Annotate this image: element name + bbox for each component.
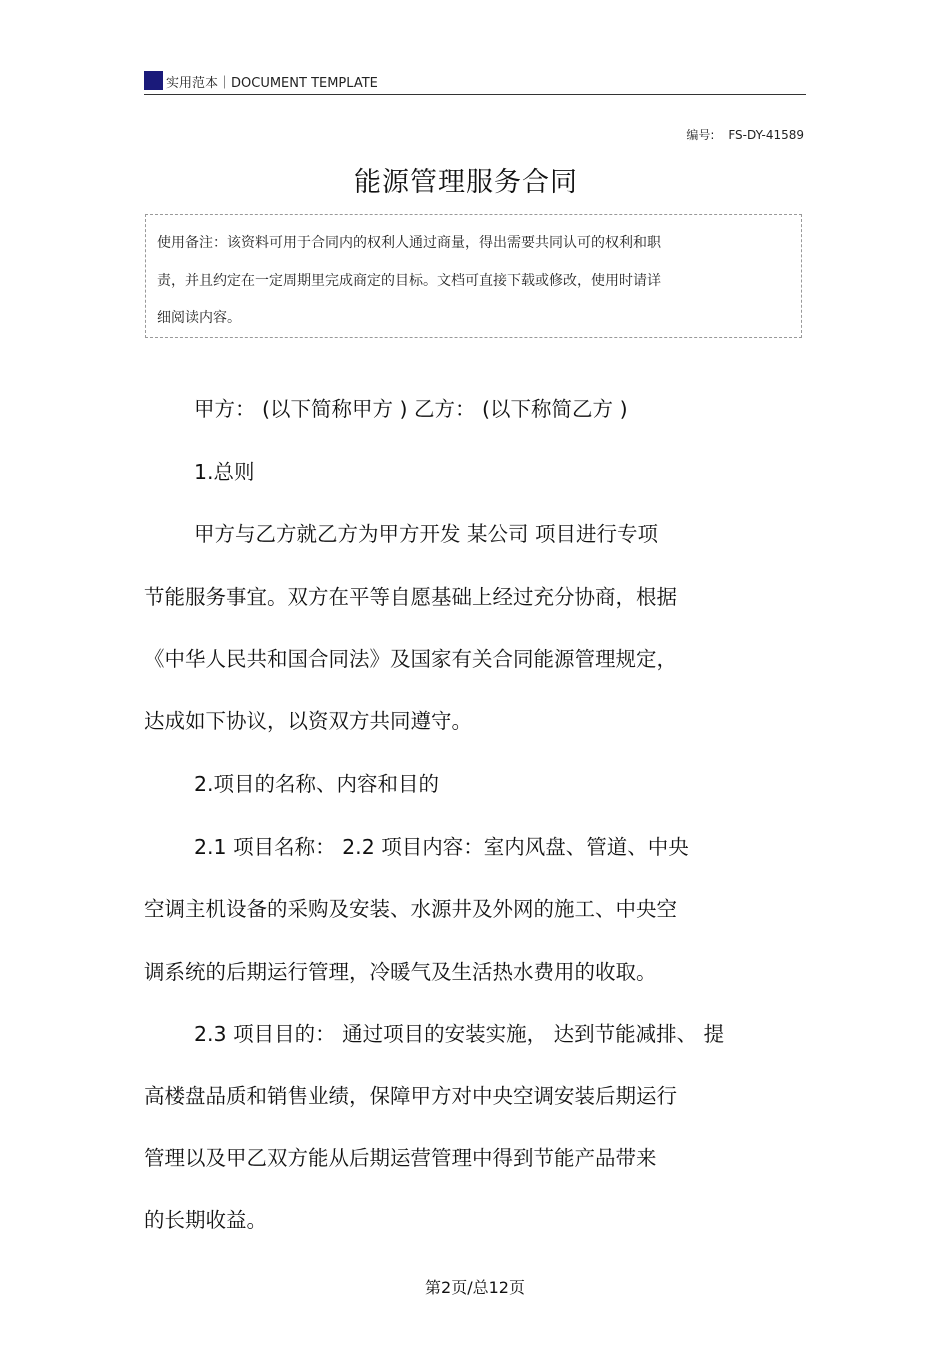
- note-line: 细阅读内容。: [157, 310, 241, 326]
- body-paragraph-line: 2.1 项目名称： 2.2 项目内容：室内风盘、管道、中央: [194, 835, 689, 859]
- document-number-label: 编号:: [686, 128, 715, 142]
- header-text: 实用范本｜DOCUMENT TEMPLATE: [166, 76, 378, 91]
- note-line: 责，并且约定在一定周期里完成商定的目标。文档可直接下载或修改，使用时请详: [157, 273, 661, 289]
- logo-square-icon: [144, 71, 163, 90]
- section-heading: 1.总则: [194, 460, 255, 484]
- document-number-value: FS-DY-41589: [728, 128, 804, 142]
- document-number: [686, 126, 804, 143]
- party-line: 甲方： (以下简称甲方 ) 乙方： (以下称简乙方 ): [194, 397, 628, 421]
- body-paragraph-line: 空调主机设备的采购及安装、水源井及外网的施工、中央空: [144, 897, 677, 921]
- body-paragraph-line: 调系统的后期运行管理，冷暖气及生活热水费用的收取。: [144, 960, 657, 984]
- body-paragraph-line: 节能服务事宜。双方在平等自愿基础上经过充分协商，根据: [144, 585, 677, 609]
- document-title: 能源管理服务合同: [354, 167, 578, 198]
- body-paragraph-line: 的长期收益。: [144, 1208, 267, 1232]
- body-paragraph-line: 管理以及甲乙双方能从后期运营管理中得到节能产品带来: [144, 1146, 657, 1170]
- usage-note-box: [145, 214, 802, 338]
- section-heading: 2.项目的名称、内容和目的: [194, 772, 440, 796]
- body-paragraph-line: 高楼盘品质和销售业绩，保障甲方对中央空调安装后期运行: [144, 1084, 677, 1108]
- body-paragraph-line: 2.3 项目目的： 通过项目的安装实施， 达到节能减排、 提: [194, 1022, 725, 1046]
- body-paragraph-line: 甲方与乙方就乙方为甲方开发 某公司 项目进行专项: [194, 522, 659, 546]
- body-paragraph-line: 达成如下协议，以资双方共同遵守。: [144, 709, 472, 733]
- page-footer: 第2页/总12页: [425, 1278, 525, 1297]
- page-header: [144, 68, 806, 95]
- body-paragraph-line: 《中华人民共和国合同法》及国家有关合同能源管理规定，: [144, 647, 677, 671]
- note-line: 使用备注：该资料可用于合同内的权利人通过商量，得出需要共同认可的权利和职: [157, 235, 661, 251]
